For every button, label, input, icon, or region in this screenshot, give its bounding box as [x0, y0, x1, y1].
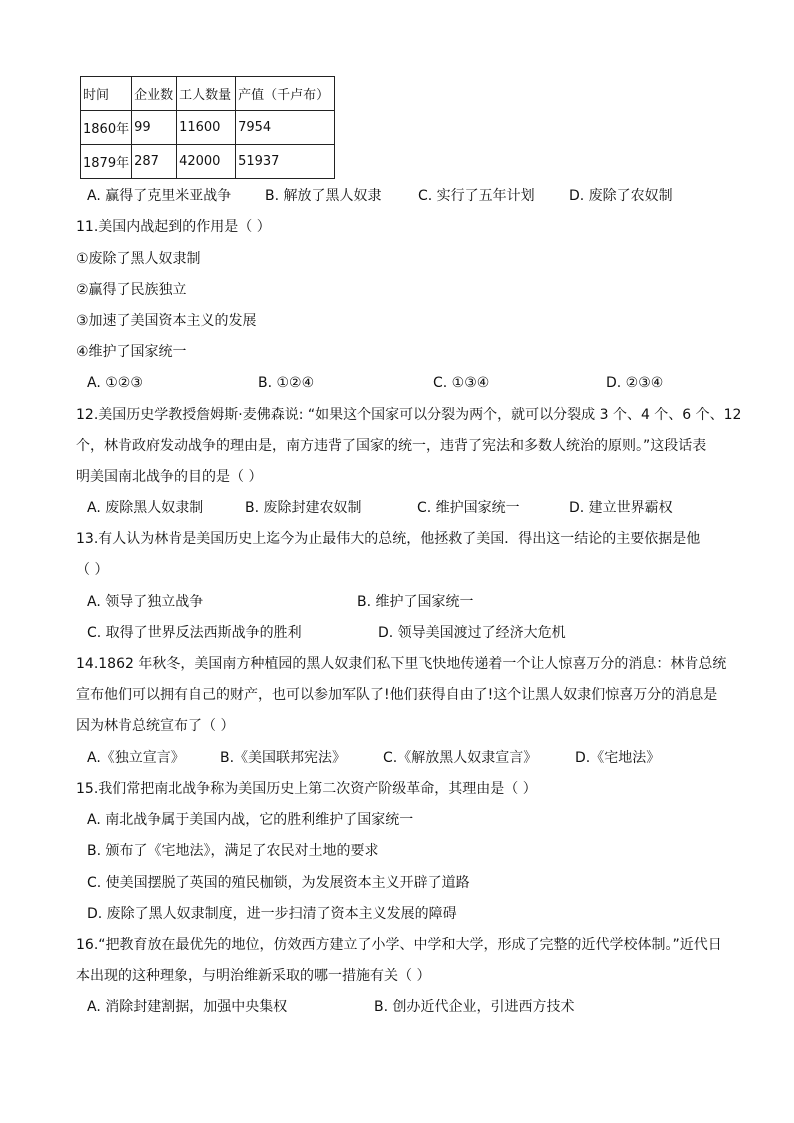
q14-options: [87, 748, 727, 768]
q15-stem: 15.我们常把南北战争称为美国历史上第二次资产阶级革命，其理由是（ ）: [76, 781, 537, 797]
table-cell: 287: [132, 145, 177, 179]
q11-stem: 11.美国内战起到的作用是（ ）: [76, 219, 271, 235]
factory-data-table: [80, 76, 335, 179]
q10-option-d[interactable]: D. 废除了农奴制: [569, 188, 673, 204]
q10-option-a[interactable]: A. 赢得了克里米亚战争: [87, 188, 232, 204]
q11-option-a[interactable]: A. ①②③: [87, 375, 143, 391]
q12-stem-line-3: 明美国南北战争的目的是（ ）: [76, 469, 263, 485]
q14-option-c[interactable]: C.《解放黑人奴隶宣言》: [383, 750, 538, 766]
q14-option-b[interactable]: B.《美国联邦宪法》: [220, 750, 347, 766]
q14-stem-line-3: 因为林肯总统宣布了（ ）: [76, 718, 235, 734]
table-header-cell: 工人数量: [177, 77, 236, 111]
q13-stem-line-2: （ ）: [76, 562, 109, 578]
q11-option-c[interactable]: C. ①③④: [433, 375, 490, 391]
q12-option-d[interactable]: D. 建立世界霸权: [569, 500, 673, 516]
q16-option-b[interactable]: B. 创办近代企业，引进西方技术: [374, 999, 575, 1015]
table-cell: 99: [132, 111, 177, 145]
q11-option-b[interactable]: B. ①②④: [258, 375, 315, 391]
table-cell: 1879年: [81, 145, 132, 179]
table-cell: 7954: [236, 111, 335, 145]
q16-option-a[interactable]: A. 消除封建割据，加强中央集权: [87, 999, 288, 1015]
q12-stem-line-2: 个，林肯政府发动战争的理由是，南方违背了国家的统一，违背了宪法和多数人统治的原则。”这段话表: [76, 438, 707, 454]
table-cell: 51937: [236, 145, 335, 179]
q12-option-a[interactable]: A. 废除黑人奴隶制: [87, 500, 204, 516]
q11-item-3: ③加速了美国资本主义的发展: [76, 313, 257, 329]
q13-stem-line-1: 13.有人认为林肯是美国历史上迄今为止最伟大的总统，他拯救了美国．得出这一结论的主要依据是他: [76, 531, 701, 547]
q13-options-row-2: [87, 623, 727, 643]
q15-option-a[interactable]: A. 南北战争属于美国内战，它的胜利维护了国家统一: [87, 812, 414, 828]
table-row: [81, 145, 335, 179]
q11-option-d[interactable]: D. ②③④: [606, 375, 664, 391]
q12-option-c[interactable]: C. 维护国家统一: [417, 500, 520, 516]
q12-option-b[interactable]: B. 废除封建农奴制: [245, 500, 362, 516]
q14-stem-line-1: 14.1862 年秋冬，美国南方种植园的黑人奴隶们私下里飞快地传递着一个让人惊喜万分的消息：林肯总统: [76, 656, 727, 672]
table-header-row: [81, 77, 335, 111]
q12-options: [87, 498, 727, 518]
q13-option-a[interactable]: A. 领导了独立战争: [87, 594, 204, 610]
q15-option-c[interactable]: C. 使美国摆脱了英国的殖民枷锁，为发展资本主义开辟了道路: [87, 875, 470, 891]
q11-item-4: ④维护了国家统一: [76, 344, 187, 360]
q13-option-b[interactable]: B. 维护了国家统一: [357, 594, 474, 610]
q13-options-row-1: [87, 592, 727, 612]
q11-options: [87, 373, 727, 393]
table-cell: 11600: [177, 111, 236, 145]
q14-option-d[interactable]: D.《宅地法》: [575, 750, 661, 766]
q16-stem-line-2: 本出现的这种理象，与明治维新采取的哪一措施有关（ ）: [76, 968, 431, 984]
table-header-cell: 时间: [81, 77, 132, 111]
q14-stem-line-2: 宣布他们可以拥有自己的财产，也可以参加军队了!他们获得自由了!这个让黑人奴隶们惊喜万分的消息是: [76, 687, 718, 703]
table-cell: 1860年: [81, 111, 132, 145]
q10-option-c[interactable]: C. 实行了五年计划: [418, 188, 535, 204]
q11-item-2: ②赢得了民族独立: [76, 282, 187, 298]
q12-stem-line-1: 12.美国历史学教授詹姆斯·麦佛森说: “如果这个国家可以分裂为两个，就可以分裂成 3 个、4 个、6 个、12: [76, 407, 742, 423]
q13-option-d[interactable]: D. 领导美国渡过了经济大危机: [378, 625, 566, 641]
table-cell: 42000: [177, 145, 236, 179]
table-header-cell: 企业数: [132, 77, 177, 111]
q10-options: [87, 186, 727, 206]
q11-item-1: ①废除了黑人奴隶制: [76, 251, 201, 267]
q16-stem-line-1: 16.“把教育放在最优先的地位，仿效西方建立了小学、中学和大学，形成了完整的近代学校体制。”近代日: [76, 937, 722, 953]
q16-options: [87, 997, 727, 1017]
q13-option-c[interactable]: C. 取得了世界反法西斯战争的胜利: [87, 625, 302, 641]
q15-option-b[interactable]: B. 颁布了《宅地法》，满足了农民对土地的要求: [87, 843, 379, 859]
q14-option-a[interactable]: A.《独立宣言》: [87, 750, 185, 766]
q10-option-b[interactable]: B. 解放了黑人奴隶: [265, 188, 382, 204]
q15-option-d[interactable]: D. 废除了黑人奴隶制度，进一步扫清了资本主义发展的障碍: [87, 906, 457, 922]
table-header-cell: 产值（千卢布）: [236, 77, 335, 111]
table-row: [81, 111, 335, 145]
